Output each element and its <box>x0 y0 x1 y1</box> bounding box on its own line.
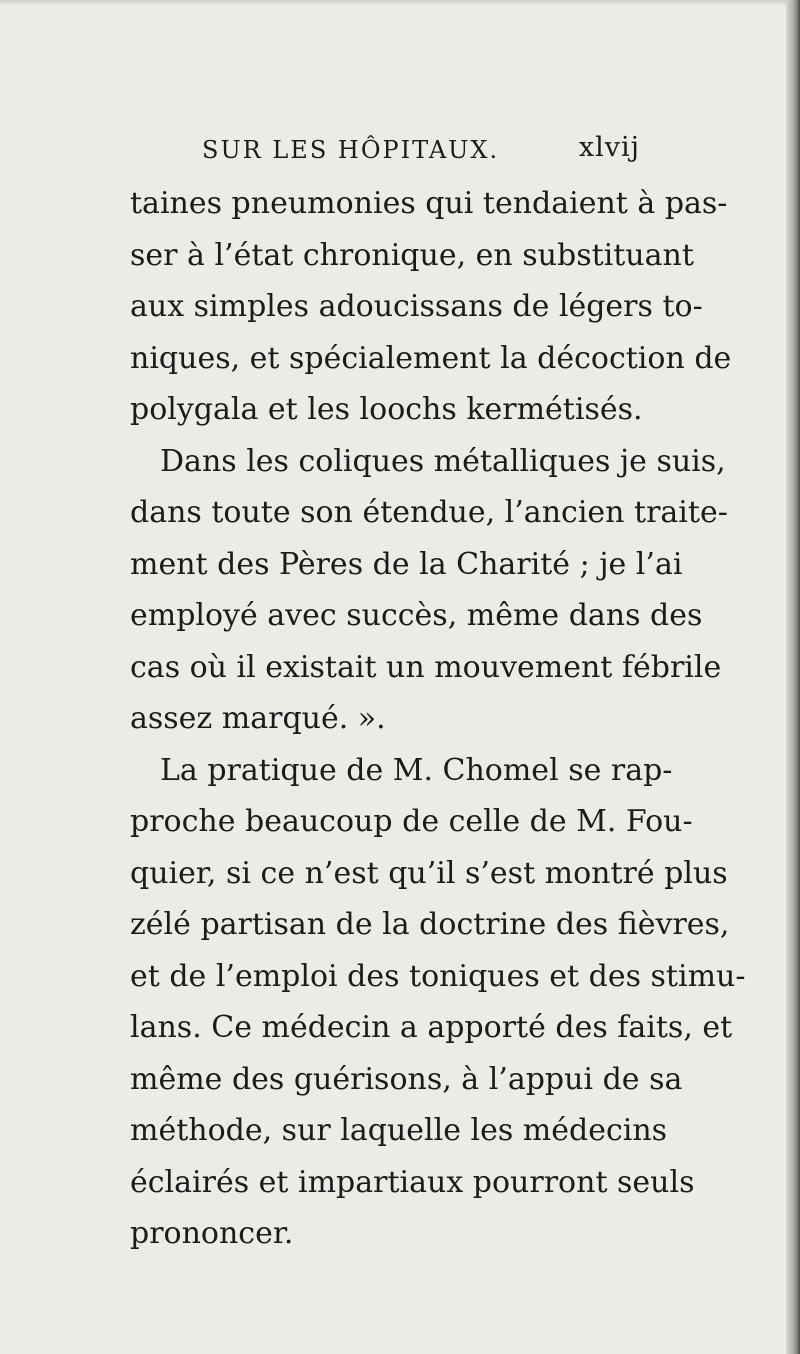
text-line: niques, et spécialement la décoction de <box>130 340 732 376</box>
text-line: dans toute son étendue, l’ancien traite- <box>130 495 728 530</box>
text-line: lans. Ce médecin a apporté des faits, et <box>130 1010 733 1045</box>
text-line: Dans les coliques métalliques je suis, <box>160 443 726 479</box>
page-binding-edge <box>786 0 800 1354</box>
running-head-title: SUR LES HÔPITAUX. <box>202 136 500 164</box>
text-line: polygala et les loochs kermétisés. <box>130 392 643 427</box>
text-line: prononcer. <box>130 1216 294 1251</box>
text-line: quier, si ce n’est qu’il s’est montré plus <box>130 855 728 891</box>
text-line: aux simples adoucissans de légers to- <box>130 289 703 324</box>
text-line: cas où il existait un mouvement fébrile <box>130 649 722 685</box>
text-line: même des guérisons, à l’appui de sa <box>130 1061 683 1097</box>
page-number: xlvij <box>578 132 640 163</box>
text-line: La pratique de M. Chomel se rap- <box>160 752 673 788</box>
text-line: ment des Pères de la Charité ; je l’ai <box>130 546 683 582</box>
text-line: assez marqué. ». <box>130 701 386 736</box>
text-line: employé avec succès, même dans des <box>130 598 703 633</box>
page-top-shadow <box>0 0 800 6</box>
text-line: taines pneumonies qui tendaient à pas- <box>130 186 728 221</box>
text-line: proche beaucoup de celle de M. Fou- <box>130 804 693 839</box>
text-line: éclairés et impartiaux pourront seuls <box>130 1164 695 1200</box>
text-line: et de l’emploi des toniques et des stimu- <box>130 958 746 994</box>
text-line: zélé partisan de la doctrine des fièvres, <box>130 907 730 942</box>
text-line: ser à l’état chronique, en substituant <box>130 237 694 273</box>
body-text <box>130 178 746 1260</box>
text-line: méthode, sur laquelle les médecins <box>130 1113 668 1148</box>
running-head <box>202 133 640 167</box>
